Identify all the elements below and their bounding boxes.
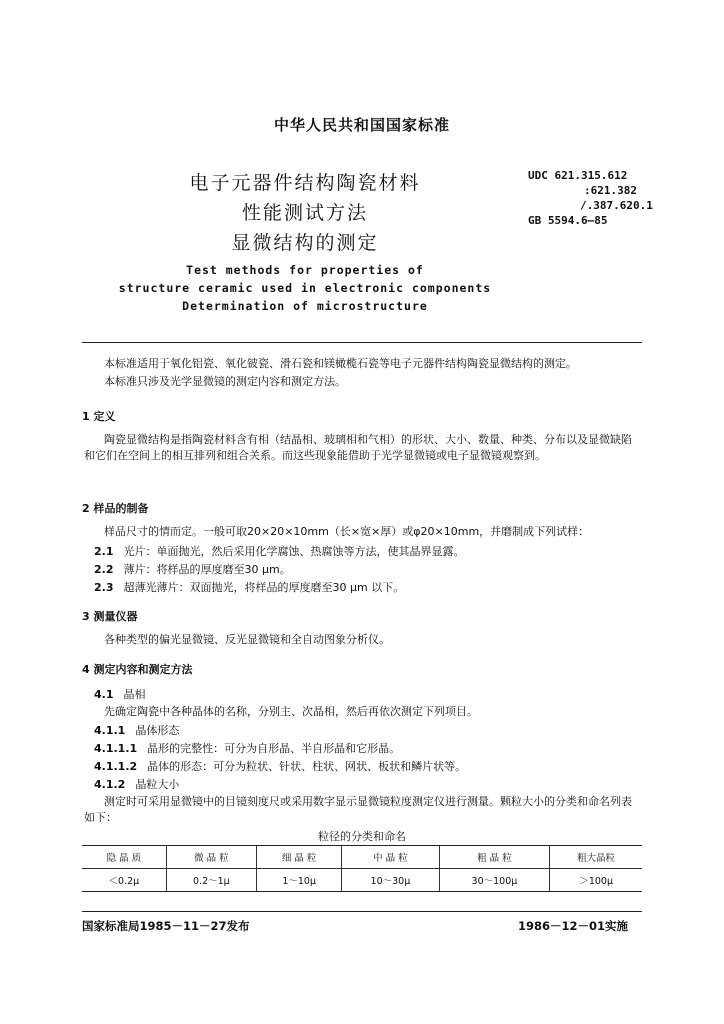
table-header-cell: 微 晶 粒 [166, 846, 256, 869]
top-rule [82, 342, 642, 343]
item-text: 超薄光薄片：双面抛光，将样品的厚度磨至30 μm 以下。 [123, 581, 405, 594]
title-cn-line-3: 显微结构的测定 [231, 232, 379, 254]
gb-number: GB 5594.6—85 [528, 214, 608, 227]
section-3-text: 各种类型的偏光显微镜、反光显微镜和全自动图象分析仪。 [104, 633, 390, 646]
item-text: 晶相 [123, 688, 146, 701]
table-header-cell: 粗大晶粒 [550, 846, 642, 869]
item-text: 晶体的形态：可分为粒状、针状、柱状、网状、板状和鳞片状等。 [147, 760, 467, 773]
item-text: 光片：单面抛光，然后采用化学腐蚀、热腐蚀等方法，使其晶界显露。 [123, 545, 465, 558]
section-3-heading: 3 测量仪器 [82, 610, 138, 623]
item-4-1 [94, 686, 146, 702]
section-4-heading: 4 测定内容和测定方法 [82, 663, 193, 676]
table-header-cell: 隐 晶 质 [82, 846, 166, 869]
item-2-2 [94, 561, 291, 577]
table-header-cell: 中 晶 粒 [342, 846, 439, 869]
title-cn-line-2: 性能测试方法 [241, 202, 368, 224]
udc-line: /.387.620.1 [580, 199, 653, 212]
udc-block [528, 168, 653, 228]
title-en-line-3: Determination of microstructure [182, 299, 428, 313]
bottom-rule [82, 911, 642, 912]
item-number: 4.1.1 [94, 724, 126, 737]
item-4-1-1 [94, 722, 179, 738]
intro-line-2: 本标准只涉及光学显微镜的测定内容和测定方法。 [104, 375, 346, 388]
item-number: 4.1.1.2 [94, 760, 138, 773]
table-row [82, 869, 642, 892]
effective-date: 1986－12－01实施 [518, 919, 629, 933]
table-cell: ＞100μ [550, 869, 642, 892]
table-caption: 粒径的分类和命名 [318, 830, 406, 843]
intro-line-1: 本标准适用于氧化铝瓷、氧化铍瓷、滑石瓷和镁橄榄石瓷等电子元器件结构陶瓷显微结构的测定。 [104, 357, 577, 370]
table-header-cell: 粗 晶 粒 [439, 846, 550, 869]
section-1-heading: 1 定义 [82, 410, 116, 423]
item-text: 晶体形态 [135, 724, 180, 737]
item-number: 2.2 [94, 563, 114, 576]
grain-size-table [82, 845, 642, 892]
udc-line: :621.382 [584, 184, 637, 197]
item-4-1-2 [94, 776, 179, 792]
title-en-line-1: Test methods for properties of [186, 263, 424, 277]
section-4-1-2-text: 测定时可采用显微镜中的目镜刻度尺或采用数字显示显微镜粒度测定仪进行测量。颗粒大小的分类和命名列表如下： [84, 795, 632, 824]
table-header-row [82, 846, 642, 869]
table-cell: 30～100μ [439, 869, 550, 892]
item-number: 4.1.2 [94, 778, 126, 791]
item-2-1 [94, 543, 465, 559]
table-cell: ＜0.2μ [82, 869, 166, 892]
table-cell: 1～10μ [256, 869, 341, 892]
item-2-3 [94, 579, 404, 595]
item-number: 4.1 [94, 688, 114, 701]
section-4-1-text: 先确定陶瓷中各种晶体的名称，分别主、次晶相，然后再依次测定下列项目。 [104, 705, 478, 718]
section-2-text: 样品尺寸的情而定。一般可取20×20×10mm（长×宽×厚）或φ20×10mm，并磨制成下列试样： [104, 525, 590, 538]
item-4-1-1-2 [94, 758, 466, 774]
item-4-1-1-1 [94, 740, 400, 756]
item-number: 2.3 [94, 581, 114, 594]
table-header-cell: 细 晶 粒 [256, 846, 341, 869]
udc-line: UDC 621.315.612 [528, 169, 628, 182]
table-cell: 10～30μ [342, 869, 439, 892]
title-cn-line-1: 电子元器件结构陶瓷材料 [189, 172, 421, 194]
table-cell: 0.2～1μ [166, 869, 256, 892]
item-text: 晶粒大小 [135, 778, 180, 791]
item-text: 薄片：将样品的厚度磨至30 μm。 [123, 563, 291, 576]
standard-header: 中华人民共和国国家标准 [273, 116, 450, 134]
section-2-heading: 2 样品的制备 [82, 502, 149, 515]
issue-date: 国家标准局1985－11－27发布 [82, 919, 250, 933]
item-number: 2.1 [94, 545, 114, 558]
section-1-text: 陶瓷显微结构是指陶瓷材料含有相（结晶相、玻璃相和气相）的形状、大小、数量、种类、分布以及显微缺陷和它们在空间上的相互排列和组合关系。而这些现象能借助于光学显微镜或电子显微镜观察到。 [84, 433, 632, 462]
title-en-line-2: structure ceramic used in electronic components [118, 281, 492, 295]
item-text: 晶形的完整性：可分为自形晶、半自形晶和它形晶。 [147, 742, 401, 755]
item-number: 4.1.1.1 [94, 742, 138, 755]
